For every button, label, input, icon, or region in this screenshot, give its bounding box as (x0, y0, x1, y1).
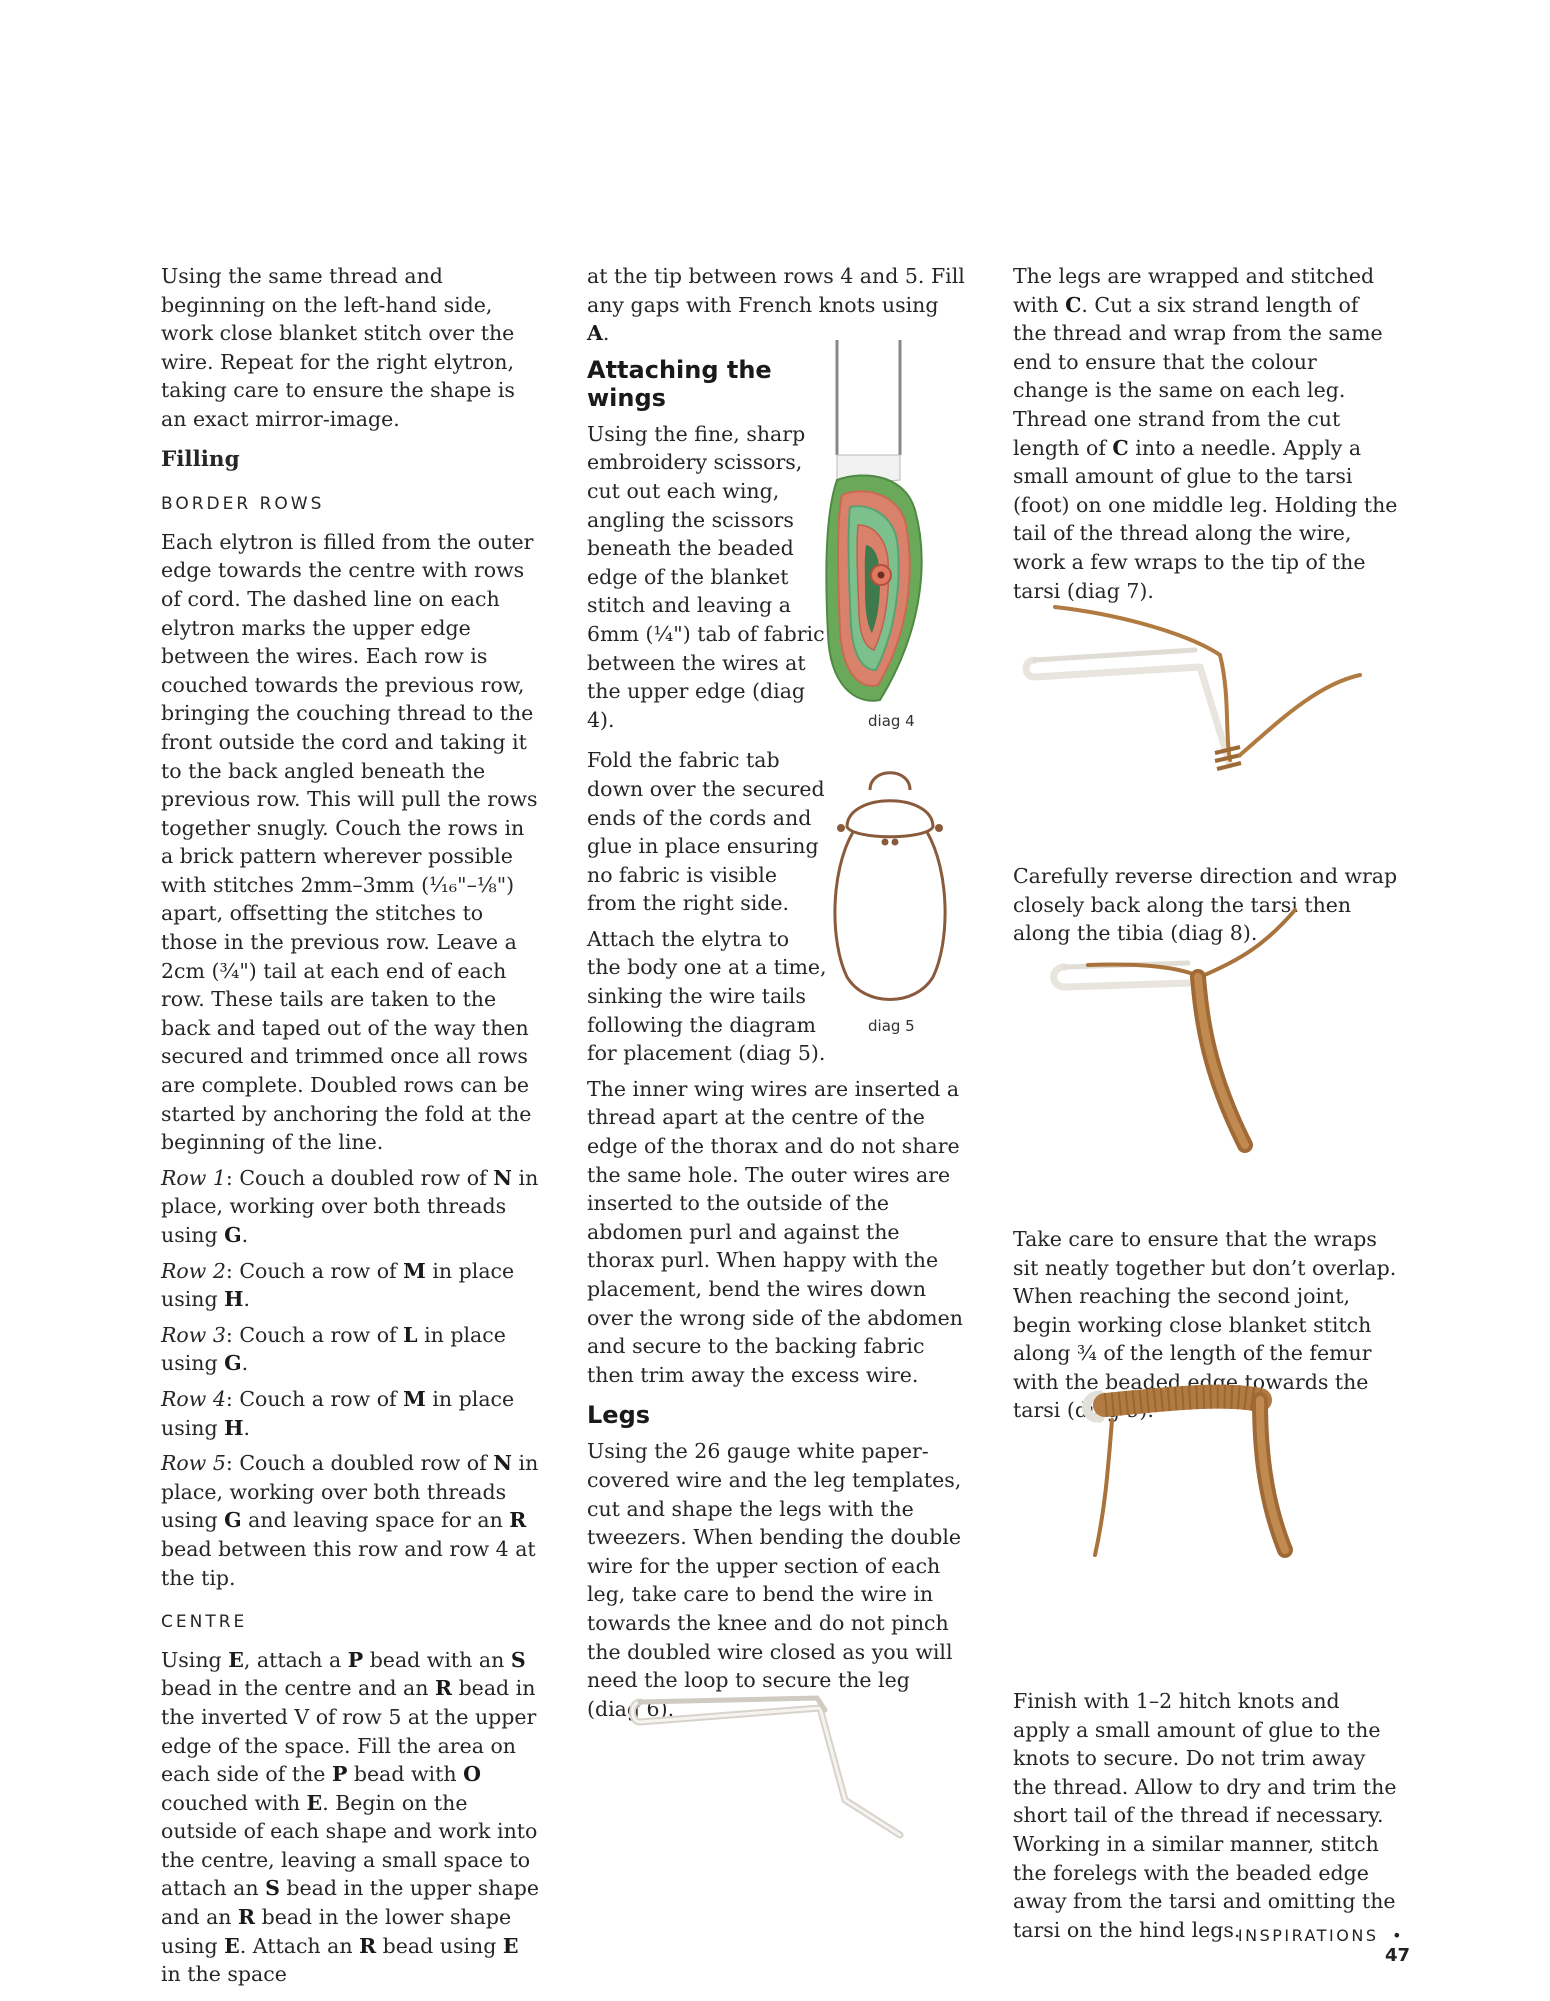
filling-heading: Filling (161, 446, 240, 472)
diag-5-body-outline-illustration (825, 752, 955, 1007)
diag-4-beaded-wing-illustration (820, 335, 925, 705)
border-rows-heading: BORDER ROWS (161, 494, 325, 515)
row-4-instruction: Row 4: Couch a row of M in place using H. (161, 1386, 515, 1440)
attach-elytra-paragraph: Attach the elytra to the body one at a time, sinking the wire tails following the diagram for placement (diag 5). (587, 926, 827, 1066)
diag-5-caption: diag 5 (868, 1017, 915, 1035)
continued-paragraph: at the tip between rows 4 and 5. Fill any gaps with French knots using A. (587, 264, 965, 346)
attaching-wings-paragraph: Using the fine, sharp embroidery scissors, cut out each wing, angling the scissors beneath the beaded edge of the blanket stitch and leaving a 6mm (¼") tab of fabric between the wires at the upper edge (diag 4). (587, 421, 825, 732)
border-rows-paragraph: Each elytron is filled from the outer edge towards the centre with rows of cord. The dashed line on each elytron marks the upper edge between the wires. Each row is couched towards the previous row, bringing the couching thread to the front outside the cord and taking it to the back angled beneath the previous row. This will pull the rows together snugly. Couch the rows in a brick pattern wherever possible with stitches 2mm–3mm (¹⁄₁₆"–⅛") apart, offsetting the stitches to those in the previous row. Leave a 2cm (¾") tail at each end of each row. These tails are taken to the back and taped out of the way then secured and trimmed once all rows are complete. Doubled rows can be started by anchoring the fold at the beginning of the line. (161, 529, 538, 1155)
finish-paragraph: Finish with 1–2 hitch knots and apply a small amount of glue to the knots to secure. Do not trim away the thread. Allow to dry and trim the short tail of the thread if necessary. Working in a similar manner, stitch the forelegs with the beaded edge away from the tarsi and omitting the tarsi on the hind legs. (1013, 1689, 1397, 1942)
centre-heading: CENTRE (161, 1612, 248, 1633)
attaching-wings-heading: Attaching the wings (587, 355, 772, 412)
page-footer (1228, 1926, 1410, 1966)
wraps-neat-paragraph: Take care to ensure that the wraps sit neatly together but don’t overlap. When reaching the second joint, begin working close blanket stitch along ¾ of the length of the femur with the beaded edge towards the tarsi (diag 9). (1013, 1226, 1397, 1423)
page-number: 47 (1384, 1945, 1410, 1966)
diag-9-femur-stitch-illustration (1060, 1370, 1330, 1570)
row-2-instruction: Row 2: Couch a row of M in place using H. (161, 1258, 515, 1312)
fold-tab-paragraph: Fold the fabric tab down over the secured ends of the cords and glue in place ensuring no fabric is visible from the right side. (587, 748, 825, 916)
intro-paragraph: Using the same thread and beginning on the left-hand side, work close blanket stitch over the wire. Repeat for the right elytron, taking care to ensure the shape is an exact mirror-image. (161, 264, 515, 431)
reverse-direction-paragraph: Carefully reverse direction and wrap closely back along the tarsi then along the tibia (diag 8). (1013, 864, 1398, 946)
inner-wires-paragraph: The inner wing wires are inserted a thread apart at the centre of the edge of the thorax and do not share the same hole. The outer wires are inserted to the outside of the abdomen purl and against the thorax purl. When happy with the placement, bend the wires down over the wrong side of the abdomen and secure to the backing fabric then trim away the excess wire. (587, 1076, 963, 1387)
row-1-instruction: Row 1: Couch a doubled row of N in place, working over both threads using G. (161, 1165, 539, 1247)
diag-4-caption: diag 4 (868, 712, 915, 730)
section-name: INSPIRATIONS (1237, 1926, 1379, 1945)
footer-bullet: • (1392, 1926, 1404, 1945)
legs-heading: Legs (587, 1401, 651, 1430)
diag-6-wire-leg-illustration (625, 1680, 915, 1850)
legs-paragraph: Using the 26 gauge white paper-covered wire and the leg templates, cut and shape the legs with the tweezers. When bending the double wire for the upper section of each leg, take care to bend the wire in towards the knee and do not pinch the doubled wire closed as you will need the loop to secure the leg (diag 6). (587, 1439, 962, 1721)
wrap-legs-paragraph: The legs are wrapped and stitched with C. Cut a six strand length of the thread and wrap from the same end to ensure that the colour change is the same on each leg. Thread one strand from the cut length of C into a needle. Apply a small amount of glue to the tarsi (foot) on one middle leg. Holding the tail of the thread along the wire, work a few wraps to the tip of the tarsi (diag 7). (1013, 264, 1398, 603)
centre-paragraph: Using E, attach a P bead with an S bead in the centre and an R bead in the inverted V of row 5 at the upper edge of the space. Fill the area on each side of the P bead with O couched with E. Begin on the outside of each shape and work into the centre, leaving a small space to attach an S bead in the upper shape and an R bead in the lower shape using E. Attach an R bead using E in the space (161, 1647, 539, 1987)
row-5-instruction: Row 5: Couch a doubled row of N in place, working over both threads using G and leaving space for an R bead between this row and row 4 at the tip. (161, 1451, 539, 1590)
diag-7-tarsi-wrap-illustration (1015, 595, 1375, 795)
column-left (161, 262, 541, 1996)
diag-8-tibia-wrap-illustration (1040, 905, 1340, 1165)
row-3-instruction: Row 3: Couch a row of L in place using G. (161, 1322, 506, 1376)
